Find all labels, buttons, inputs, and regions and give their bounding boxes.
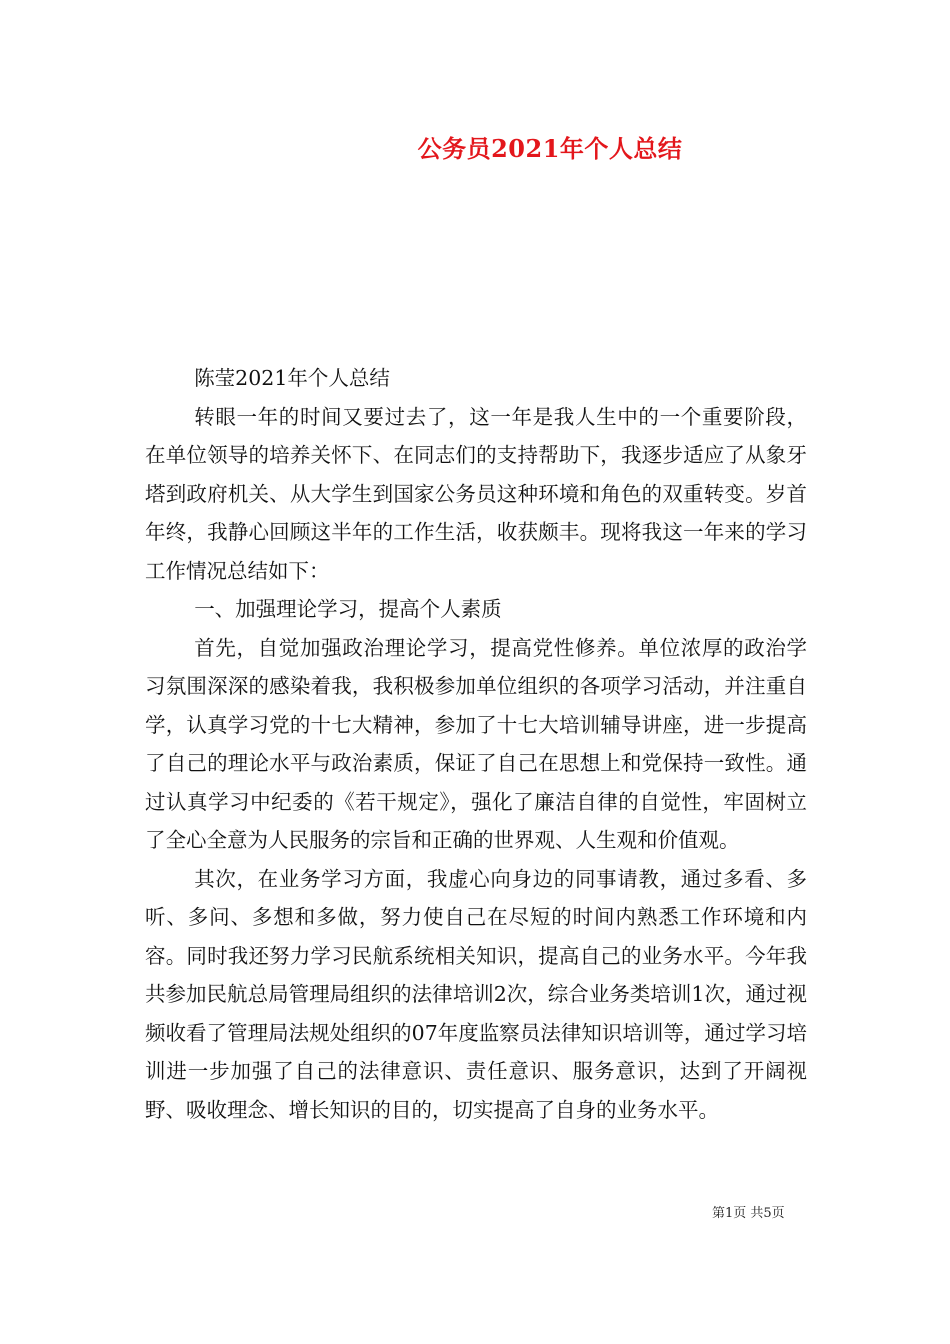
subtitle-paragraph: 陈莹2021年个人总结 bbox=[194, 366, 390, 390]
intro-paragraph: 转眼一年的时间又要过去了，这一年是我人生中的一个重要阶段，在单位领导的培养关怀下、在同志们的支持帮助下，我逐步适应了从象牙塔到政府机关、从大学生到国家公务员这种环境和角色的双重转变。岁首年终，我静心回顾这半年的工作生活，收获颇丰。现将我这一年来的学习工作情况总结如下： bbox=[145, 404, 807, 583]
body-paragraph: 其次，在业务学习方面，我虚心向身边的同事请教，通过多看、多听、多问、多想和多做，努力使自己在尽短的时间内熟悉工作环境和内容。同时我还努力学习民航系统相关知识，提高自己的业务水平。今年我共参加民航总局管理局组织的法律培训2次，综合业务类培训1次，通过视频收看了管理局法规处组织的07年度监察员法律知识培训等，通过学习培训进一步加强了自己的法律意识、责任意识、服务意识，达到了开阔视野、吸收理念、增长知识的目的，切实提高了自身的业务水平。 bbox=[145, 866, 807, 1122]
section-heading: 一、加强理论学习，提高个人素质 bbox=[194, 597, 502, 621]
document-title: 公务员2021年个人总结 bbox=[417, 134, 683, 163]
page-number: 第1页 共5页 bbox=[712, 1206, 785, 1221]
body-paragraph: 首先，自觉加强政治理论学习，提高党性修养。单位浓厚的政治学习氛围深深的感染着我，我积极参加单位组织的各项学习活动，并注重自学，认真学习党的十七大精神，参加了十七大培训辅导讲座，进一步提高了自己的理论水平与政治素质，保证了自己在思想上和党保持一致性。通过认真学习中纪委的《若干规定》，强化了廉洁自律的自觉性，牢固树立了全心全意为人民服务的宗旨和正确的世界观、人生观和价值观。 bbox=[145, 635, 807, 852]
document-body bbox=[145, 359, 807, 1129]
